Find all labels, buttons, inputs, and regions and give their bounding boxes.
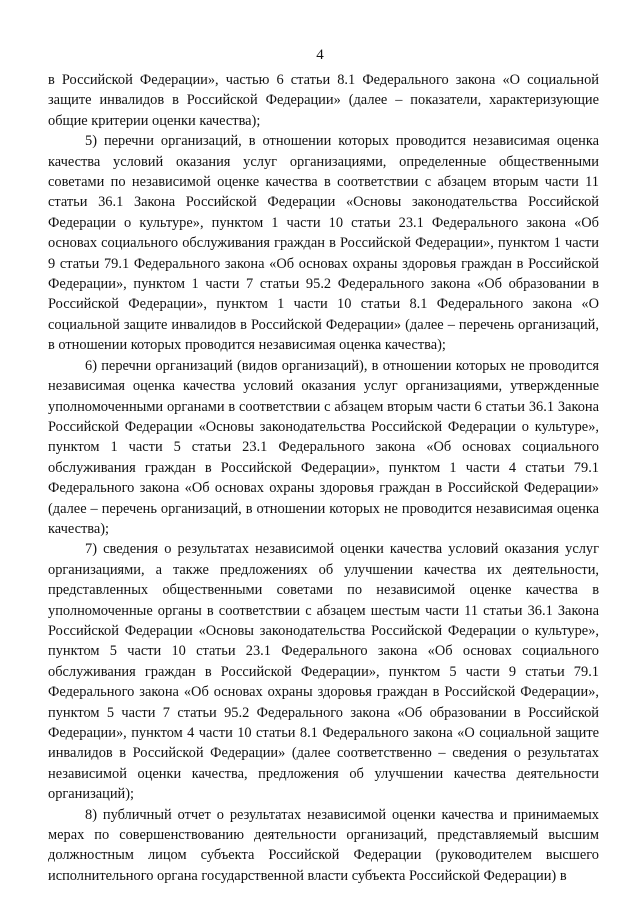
paragraph-item-7: 7) сведения о результатах независимой оценки качества условий оказания услуг организациями, а также предложениях об улучшении качества их деятельности, представленных общественными советами по независимой оценке качества в уполномоченные органы в соответствии с абзацем шестым части 11 статьи 36.1 Закона Российской Федерации «Основы законодательства Российской Федерации о культуре», пунктом 5 части 10 статьи 23.1 Федерального закона «Об основах социального обслуживания граждан в Российской Федерации», пунктом 5 части 9 статьи 79.1 Федерального закона «Об основах охраны здоровья граждан в Российской Федерации», пунктом 5 части 7 статьи 95.2 Федерального закона «Об образовании в Российской Федерации», пунктом 4 части 10 статьи 8.1 Федерального закона «О социальной защите инвалидов в Российской Федерации» (далее соответственно – сведения о результатах независимой оценки качества, предложения об улучшении качества деятельности организаций);: [48, 541, 599, 803]
paragraph-continuation: в Российской Федерации», частью 6 статьи 8.1 Федерального закона «О социальной защите инвалидов в Российской Федерации» (далее – показатели, характеризующие общие критерии оценки качества);: [48, 72, 599, 129]
paragraph-item-5: 5) перечни организаций, в отношении которых проводится независимая оценка качества условий оказания услуг организациями, определенные общественными советами по независимой оценке качества в соответствии с абзацем вторым части 11 статьи 36.1 Закона Российской Федерации «Основы законодательства Российской Федерации о культуре», пунктом 1 части 10 статьи 23.1 Федерального закона «Об основах социального обслуживания граждан в Российской Федерации», пунктом 1 части 9 статьи 79.1 Федерального закона «Об основах охраны здоровья граждан в Российской Федерации», пунктом 1 части 7 статьи 95.2 Федерального закона «Об образовании в Российской Федерации», пунктом 1 части 10 статьи 8.1 Федерального закона «О социальной защите инвалидов в Российской Федерации» (далее – перечень организаций, в отношении которых проводится независимая оценка качества);: [48, 133, 599, 354]
paragraph-item-6: 6) перечни организаций (видов организаций), в отношении которых не проводится независимая оценка качества условий оказания услуг организациями, утвержденные уполномоченными органами в соответствии с абзацем вторым части 6 статьи 36.1 Закона Российской Федерации «Основы законодательства Российской Федерации о культуре», пунктом 1 части 5 статьи 23.1 Федерального закона «Об основах социального обслуживания граждан в Российской Федерации», пунктом 1 части 4 статьи 79.1 Федерального закона «Об основах охраны здоровья граждан в Российской Федерации» (далее – перечень организаций, в отношении которых не проводится независимая оценка качества);: [48, 357, 599, 537]
paragraph-item-8: 8) публичный отчет о результатах независимой оценки качества и принимаемых мерах по совершенствованию деятельности организаций, представляемый высшим должностным лицом субъекта Российской Федерации (руководителем высшего исполнительного органа государственной власти субъекта Российской Федерации) в: [48, 806, 599, 884]
document-body: [48, 70, 599, 886]
page-number: 4: [316, 47, 324, 63]
